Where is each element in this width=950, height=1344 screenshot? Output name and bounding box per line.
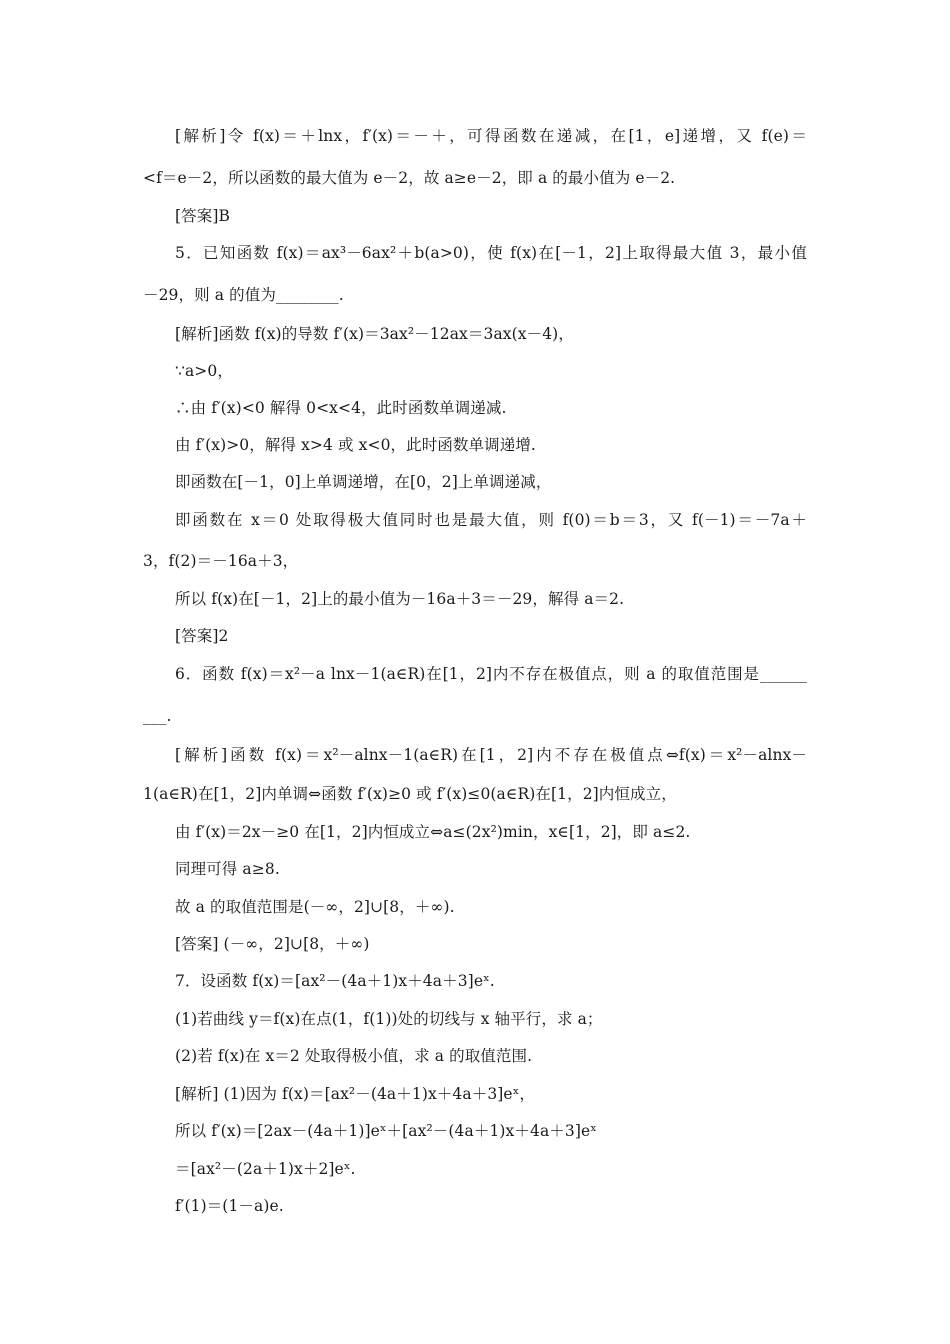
answer-label: [答案]2 <box>175 627 229 645</box>
text-line: 故 a 的取值范围是(－∞，2]∪[8，＋∞). <box>175 898 455 916</box>
text-line: 即函数在[－1，0]上单调递增，在[0，2]上单调递减， <box>175 473 552 491</box>
text-line: ＝[ax²－(2a＋1)x＋2]eˣ. <box>175 1160 356 1178</box>
text-line: ___. <box>143 707 172 725</box>
text-line: ∵a>0， <box>175 362 233 380</box>
question-6-text: 6．函数 f(x)＝x²－a lnx－1(a∈R)在[1，2]内不存在极值点，则 a 的取值范围是______ <box>175 665 807 683</box>
text-line: 3，f(2)＝－16a＋3， <box>143 552 299 570</box>
question-7-text: 7．设函数 f(x)＝[ax²－(4a＋1)x＋4a＋3]eˣ. <box>175 972 495 990</box>
text-line: 同理可得 a≥8. <box>175 860 280 878</box>
text-line: 即函数在 x＝0 处取得极大值同时也是最大值，则 f(0)＝b＝3，又 f(－1)＝－7a＋ <box>175 511 807 529</box>
text-line: [解析] (1)因为 f(x)＝[ax²－(4a＋1)x＋4a＋3]eˣ， <box>175 1085 535 1103</box>
text-line: ∴由 f′(x)<0 解得 0<x<4，此时函数单调递减. <box>175 399 507 417</box>
answer-label: [答案]B <box>175 207 230 225</box>
text-line: (2)若 f(x)在 x＝2 处取得极小值，求 a 的取值范围. <box>175 1047 533 1065</box>
text-line: 所以 f(x)在[－1，2]上的最小值为－16a＋3＝－29，解得 a＝2. <box>175 590 625 608</box>
text-line: [解析]函数 f(x)＝x²－alnx－1(a∈R)在[1，2]内不存在极值点⇔f(x)＝x²－alnx－ <box>175 746 807 764</box>
text-line: f′(1)＝(1－a)e. <box>175 1197 284 1215</box>
text-line: [解析]函数 f(x)的导数 f′(x)＝3ax²－12ax＝3ax(x－4)， <box>175 325 574 343</box>
question-5-text: 5．已知函数 f(x)＝ax³－6ax²＋b(a>0)，使 f(x)在[－1，2]上取得最大值 3，最小值 <box>175 244 807 262</box>
text-line: (1)若曲线 y＝f(x)在点(1，f(1))处的切线与 x 轴平行，求 a； <box>175 1010 603 1028</box>
answer-label: [答案] (－∞，2]∪[8，＋∞) <box>175 935 370 953</box>
text-line: 由 f′(x)＝2x－≥0 在[1，2]内恒成立⇔a≤(2x²)min，x∈[1，2]，即 a≤2. <box>175 823 691 841</box>
text-line: [解析]令 f(x)＝＋lnx，f′(x)＝－＋，可得函数在递减，在[1，e]递增，又 f(e)＝ <box>175 127 807 145</box>
text-line: －29，则 a 的值为________. <box>143 286 344 304</box>
text-line: 由 f′(x)>0，解得 x>4 或 x<0，此时函数单调递增. <box>175 436 536 454</box>
text-line: 1(a∈R)在[1，2]内单调⇔函数 f′(x)≥0 或 f′(x)≤0(a∈R)在[1，2]内恒成立， <box>143 785 677 803</box>
text-line: 所以 f′(x)＝[2ax－(4a＋1)]eˣ＋[ax²－(4a＋1)x＋4a＋3]eˣ <box>175 1122 597 1140</box>
text-line: <f＝e－2，所以函数的最大值为 e－2，故 a≥e－2，即 a 的最小值为 e－2. <box>143 169 676 187</box>
